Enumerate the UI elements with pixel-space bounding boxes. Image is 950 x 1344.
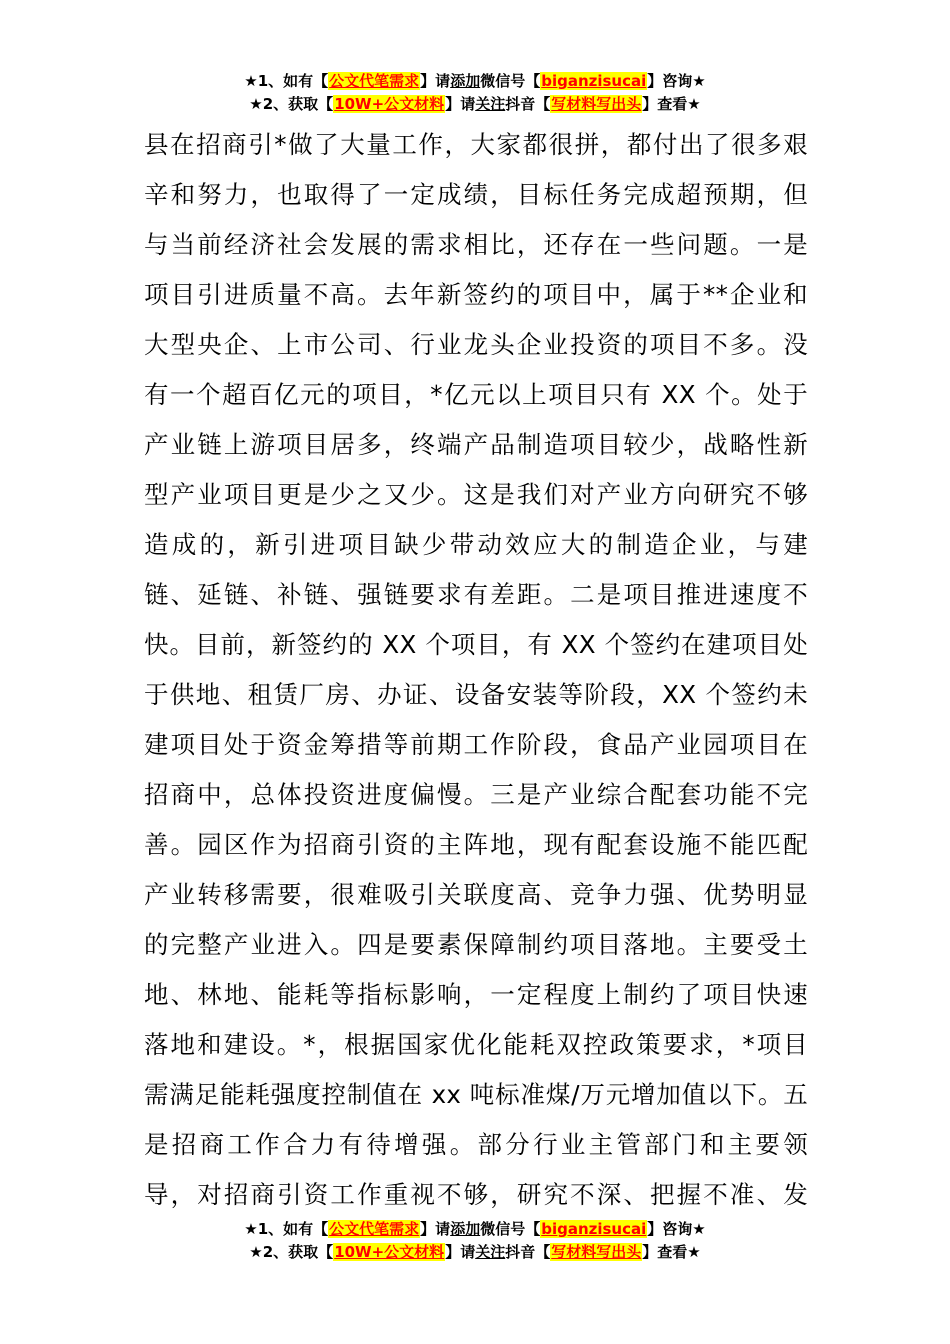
highlight-wechat-id[interactable]: biganzisucai bbox=[541, 1220, 647, 1238]
banner-text: 抖音【 bbox=[505, 1243, 551, 1261]
body-line: 建项目处于资金筹措等前期工作阶段，食品产业园项目在 bbox=[144, 730, 808, 759]
banner-text: 】查看★ bbox=[642, 1243, 701, 1261]
emphasis-add: 添加 bbox=[450, 1220, 481, 1238]
body-line: 于供地、租赁厂房、办证、设备安装等阶段，XX 个签约未 bbox=[144, 680, 808, 709]
body-line: 造成的，新引进项目缺少带动效应大的制造企业，与建 bbox=[144, 530, 808, 559]
banner-text: ★2、获取【 bbox=[249, 1243, 334, 1261]
header-banner-line-1 bbox=[0, 70, 950, 93]
banner-text: 】请 bbox=[420, 72, 451, 90]
highlight-douyin-account[interactable]: 写材料写出头 bbox=[551, 1243, 642, 1261]
body-line: 辛和努力，也取得了一定成绩，目标任务完成超预期，但 bbox=[144, 180, 808, 209]
banner-text: ★1、如有【 bbox=[244, 1220, 329, 1238]
body-line: 产业转移需要，很难吸引关联度高、竞争力强、优势明显 bbox=[144, 880, 808, 909]
document-body bbox=[144, 122, 808, 1222]
body-line: 有一个超百亿元的项目，*亿元以上项目只有 XX 个。处于 bbox=[144, 380, 808, 409]
banner-text: 】请 bbox=[445, 95, 476, 113]
highlight-douyin-account[interactable]: 写材料写出头 bbox=[551, 95, 642, 113]
banner-text: ★1、如有【 bbox=[244, 72, 329, 90]
body-line: 产业链上游项目居多，终端产品制造项目较少，战略性新 bbox=[144, 430, 808, 459]
banner-text: 抖音【 bbox=[505, 95, 551, 113]
banner-text: 】咨询★ bbox=[647, 1220, 706, 1238]
highlight-service[interactable]: 公文代笔需求 bbox=[329, 1220, 420, 1238]
footer-banner-line-1 bbox=[0, 1218, 950, 1241]
body-line: 与当前经济社会发展的需求相比，还存在一些问题。一是 bbox=[144, 230, 808, 259]
banner-text: 】请 bbox=[420, 1220, 451, 1238]
footer-banner bbox=[0, 1218, 950, 1264]
body-line: 县在招商引*做了大量工作，大家都很拼，都付出了很多艰 bbox=[144, 130, 808, 159]
body-line: 导，对招商引资工作重视不够，研究不深、把握不准、发 bbox=[144, 1180, 808, 1209]
emphasis-add: 添加 bbox=[450, 72, 481, 90]
body-line: 落地和建设。*，根据国家优化能耗双控政策要求，*项目 bbox=[144, 1030, 808, 1059]
emphasis-follow: 关注 bbox=[475, 1243, 506, 1261]
body-line: 地、林地、能耗等指标影响，一定程度上制约了项目快速 bbox=[144, 980, 808, 1009]
banner-text: ★2、获取【 bbox=[249, 95, 334, 113]
body-line: 项目引进质量不高。去年新签约的项目中，属于**企业和 bbox=[144, 280, 808, 309]
highlight-wechat-id[interactable]: biganzisucai bbox=[541, 72, 647, 90]
banner-text: 】查看★ bbox=[642, 95, 701, 113]
body-line: 大型央企、上市公司、行业龙头企业投资的项目不多。没 bbox=[144, 330, 808, 359]
body-line: 善。园区作为招商引资的主阵地，现有配套设施不能匹配 bbox=[144, 830, 808, 859]
banner-text: 微信号【 bbox=[480, 1220, 541, 1238]
highlight-materials[interactable]: 10W+公文材料 bbox=[334, 1243, 445, 1261]
body-line: 快。目前，新签约的 XX 个项目，有 XX 个签约在建项目处 bbox=[144, 630, 808, 659]
body-line: 的完整产业进入。四是要素保障制约项目落地。主要受土 bbox=[144, 930, 808, 959]
footer-banner-line-2 bbox=[0, 1241, 950, 1264]
highlight-materials[interactable]: 10W+公文材料 bbox=[334, 95, 445, 113]
banner-text: 微信号【 bbox=[480, 72, 541, 90]
body-line: 链、延链、补链、强链要求有差距。二是项目推进速度不 bbox=[144, 580, 808, 609]
body-line: 需满足能耗强度控制值在 xx 吨标准煤/万元增加值以下。五 bbox=[144, 1080, 808, 1109]
banner-text: 】咨询★ bbox=[647, 72, 706, 90]
highlight-service[interactable]: 公文代笔需求 bbox=[329, 72, 420, 90]
body-line: 招商中，总体投资进度偏慢。三是产业综合配套功能不完 bbox=[144, 780, 808, 809]
header-banner-line-2 bbox=[0, 93, 950, 116]
body-line: 是招商工作合力有待增强。部分行业主管部门和主要领 bbox=[144, 1130, 808, 1159]
emphasis-follow: 关注 bbox=[475, 95, 506, 113]
body-line: 型产业项目更是少之又少。这是我们对产业方向研究不够 bbox=[144, 480, 808, 509]
banner-text: 】请 bbox=[445, 1243, 476, 1261]
header-banner bbox=[0, 70, 950, 116]
